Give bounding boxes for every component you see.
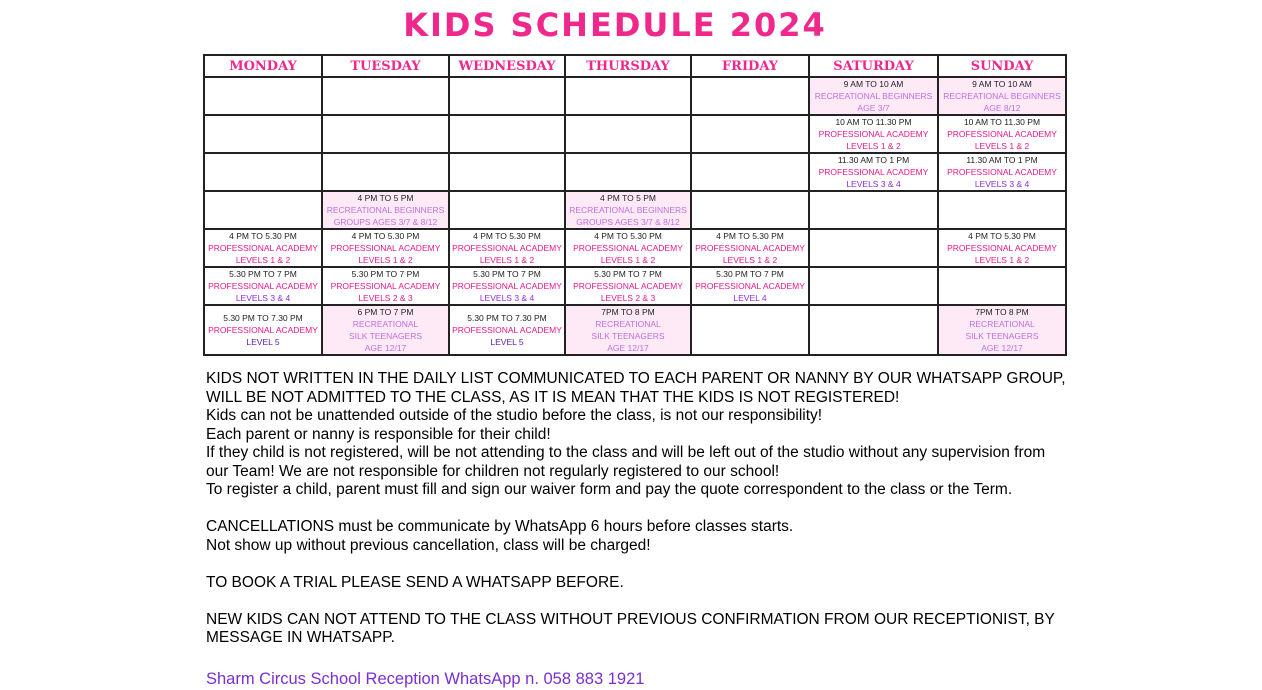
schedule-cell <box>565 191 691 229</box>
class-level: LEVEL 4 <box>733 293 767 303</box>
schedule-cell <box>565 77 691 115</box>
class-level: LEVELS 1 & 2 <box>722 255 778 265</box>
day-header: SATURDAY <box>809 55 938 77</box>
class-time: 5.30 PM TO 7 PM <box>594 269 662 279</box>
class-level: LEVELS 3 & 4 <box>974 179 1030 189</box>
schedule-cell <box>565 153 691 191</box>
class-name: PROFESSIONAL ACADEMY <box>695 281 805 291</box>
schedule-cell <box>691 153 809 191</box>
schedule-cell <box>809 77 938 115</box>
schedule-body <box>204 77 1066 355</box>
class-name: RECREATIONAL BEGINNERS <box>569 205 687 215</box>
class-level: SILK TEENAGERS <box>965 331 1039 341</box>
class-name: PROFESSIONAL ACADEMY <box>818 167 929 177</box>
class-time: 4 PM TO 5.30 PM <box>716 231 784 241</box>
schedule-cell <box>565 305 691 355</box>
class-time: 4 PM TO 5 PM <box>600 193 656 203</box>
schedule-row <box>204 191 1066 229</box>
schedule-cell <box>938 229 1066 267</box>
class-level: LEVELS 1 & 2 <box>479 255 535 265</box>
class-name: PROFESSIONAL ACADEMY <box>573 243 683 253</box>
day-header: MONDAY <box>204 55 322 77</box>
schedule-cell <box>204 305 322 355</box>
class-level: GROUPS AGES 3/7 & 8/12 <box>333 217 438 227</box>
schedule-cell <box>691 305 809 355</box>
schedule-cell <box>809 153 938 191</box>
class-time: 5.30 PM TO 7 PM <box>229 269 297 279</box>
schedule-cell <box>691 77 809 115</box>
class-name: RECREATIONAL <box>969 319 1035 329</box>
class-level: LEVELS 1 & 2 <box>358 255 413 265</box>
schedule-cell <box>809 229 938 267</box>
schedule-cell <box>204 191 322 229</box>
class-level: LEVELS 2 & 3 <box>358 293 413 303</box>
class-time: 4 PM TO 5 PM <box>357 193 414 203</box>
schedule-cell <box>565 115 691 153</box>
day-header: WEDNESDAY <box>449 55 565 77</box>
class-name: RECREATIONAL BEGINNERS <box>943 91 1061 101</box>
notice-text: TO BOOK A TRIAL PLEASE SEND A WHATSAPP BEFORE. <box>206 573 624 591</box>
schedule-cell <box>691 267 809 305</box>
notes-spacer <box>206 500 1066 519</box>
class-time: 9 AM TO 10 AM <box>972 79 1032 89</box>
class-time: 5.30 PM TO 7 PM <box>473 269 541 279</box>
class-name: PROFESSIONAL ACADEMY <box>330 281 441 291</box>
class-level: LEVELS 3 & 4 <box>846 179 901 189</box>
class-level: SILK TEENAGERS <box>591 331 665 341</box>
schedule-cell <box>204 115 322 153</box>
class-name: PROFESSIONAL ACADEMY <box>208 243 318 253</box>
class-name: PROFESSIONAL ACADEMY <box>452 281 562 291</box>
class-level: AGE 8/12 <box>983 103 1021 113</box>
class-name: PROFESSIONAL ACADEMY <box>573 281 683 291</box>
class-time: 4 PM TO 5.30 PM <box>229 231 297 241</box>
class-name: RECREATIONAL BEGINNERS <box>326 205 445 215</box>
schedule-cell <box>565 267 691 305</box>
class-level: AGE 3/7 <box>857 103 890 113</box>
class-level: GROUPS AGES 3/7 & 8/12 <box>576 217 680 227</box>
notice-text: KIDS NOT WRITTEN IN THE DAILY LIST COMMUNICATED TO EACH PARENT OR NANNY BY OUR WHATSAPP GROUP, WILL BE NOT ADMITTED TO THE CLASS, AS IT IS MEAN THAT THE KIDS IS NOT REGISTERED! <box>206 370 1066 406</box>
schedule-cell <box>938 267 1066 305</box>
class-name: PROFESSIONAL ACADEMY <box>947 167 1057 177</box>
schedule-cell <box>322 191 449 229</box>
class-time: 10 AM TO 11.30 PM <box>963 117 1041 127</box>
schedule-cell <box>204 229 322 267</box>
schedule-cell <box>449 267 565 305</box>
class-name: PROFESSIONAL ACADEMY <box>695 243 805 253</box>
class-time: 7PM TO 8 PM <box>601 307 655 317</box>
schedule-cell <box>322 267 449 305</box>
schedule-cell <box>938 115 1066 153</box>
class-time: 5.30 PM TO 7.30 PM <box>223 313 303 323</box>
notice-text: Not show up without previous cancellation, class will be charged! <box>206 536 651 554</box>
class-name: RECREATIONAL <box>352 319 419 329</box>
schedule-cell <box>204 267 322 305</box>
class-level: LEVEL 5 <box>246 337 280 347</box>
schedule-cell <box>449 77 565 115</box>
class-time: 10 AM TO 11.30 PM <box>835 117 912 127</box>
class-name: PROFESSIONAL ACADEMY <box>947 243 1057 253</box>
notes-spacer <box>206 592 1066 611</box>
schedule-cell <box>938 191 1066 229</box>
class-level: LEVELS 1 & 2 <box>600 255 656 265</box>
day-header: THURSDAY <box>565 55 691 77</box>
schedule-cell <box>449 191 565 229</box>
schedule-cell <box>809 115 938 153</box>
schedule-cell <box>204 153 322 191</box>
class-time: 5.30 PM TO 7.30 PM <box>467 313 547 323</box>
schedule-cell <box>322 115 449 153</box>
schedule-row <box>204 77 1066 115</box>
schedule-cell <box>938 305 1066 355</box>
class-level: LEVEL 5 <box>490 337 524 347</box>
schedule-cell <box>322 229 449 267</box>
schedule-cell <box>322 153 449 191</box>
notice-text: To register a child, parent must fill and sign our waiver form and pay the quote correspondent to the class or the Term. <box>206 481 1013 498</box>
class-time: 7PM TO 8 PM <box>975 307 1029 317</box>
schedule-cell <box>809 305 938 355</box>
schedule-cell <box>691 191 809 229</box>
schedule-cell <box>322 77 449 115</box>
class-name: RECREATIONAL <box>595 319 661 329</box>
class-time: 4 PM TO 5.30 PM <box>594 231 662 241</box>
schedule-cell <box>449 115 565 153</box>
schedule-cell <box>449 153 565 191</box>
class-time: 11.30 AM TO 1 PM <box>837 155 910 165</box>
notice-text: If they child is not registered, will be not attending to the class and will be left out of the studio without any supervision from our Team! We are not responsible for children not regularly registered to our school! <box>206 444 1046 480</box>
schedule-row <box>204 267 1066 305</box>
schedule-row <box>204 115 1066 153</box>
class-level: LEVELS 2 & 3 <box>600 293 656 303</box>
class-level: LEVELS 3 & 4 <box>235 293 291 303</box>
class-level: LEVELS 1 & 2 <box>974 141 1030 151</box>
schedule-row <box>204 229 1066 267</box>
notice-text: CANCELLATIONS must be communicate by WhatsApp 6 hours before classes starts. <box>206 518 794 535</box>
class-time: 5.30 PM TO 7 PM <box>351 269 420 279</box>
schedule-row <box>204 153 1066 191</box>
day-header-row <box>204 55 1066 77</box>
class-time: 6 PM TO 7 PM <box>357 307 414 317</box>
schedule-cell <box>204 77 322 115</box>
day-header: TUESDAY <box>322 55 449 77</box>
class-name: PROFESSIONAL ACADEMY <box>330 243 441 253</box>
schedule-cell <box>449 229 565 267</box>
class-age: AGE 12/17 <box>364 343 407 353</box>
class-name: PROFESSIONAL ACADEMY <box>452 325 562 335</box>
schedule-cell <box>938 77 1066 115</box>
class-name: RECREATIONAL BEGINNERS <box>814 91 933 101</box>
notice-text: Each parent or nanny is responsible for their child! <box>206 425 551 443</box>
class-name: PROFESSIONAL ACADEMY <box>947 129 1057 139</box>
reception-contact: Sharm Circus School Reception WhatsApp n. 058 883 1921 <box>206 670 645 688</box>
class-time: 4 PM TO 5.30 PM <box>473 231 541 241</box>
page-title: KIDS SCHEDULE 2024 <box>403 6 827 44</box>
class-level: LEVELS 1 & 2 <box>846 141 901 151</box>
class-name: PROFESSIONAL ACADEMY <box>452 243 562 253</box>
class-time: 5.30 PM TO 7 PM <box>716 269 784 279</box>
class-level: LEVELS 1 & 2 <box>974 255 1030 265</box>
schedule-cell <box>449 305 565 355</box>
class-time: 11.30 AM TO 1 PM <box>966 155 1038 165</box>
class-time: 4 PM TO 5.30 PM <box>351 231 420 241</box>
schedule-cell <box>809 267 938 305</box>
class-name: PROFESSIONAL ACADEMY <box>208 325 318 335</box>
notes-spacer <box>206 555 1066 574</box>
class-time: 9 AM TO 10 AM <box>843 79 904 89</box>
class-age: AGE 12/17 <box>981 343 1023 353</box>
class-level: LEVELS 1 & 2 <box>235 255 291 265</box>
schedule-cell <box>322 305 449 355</box>
class-level: SILK TEENAGERS <box>348 331 423 341</box>
day-header: FRIDAY <box>691 55 809 77</box>
schedule-cell <box>565 229 691 267</box>
class-name: PROFESSIONAL ACADEMY <box>818 129 929 139</box>
notes-section <box>206 370 1066 648</box>
schedule-table <box>203 54 1067 356</box>
schedule-row <box>204 305 1066 355</box>
day-header: SUNDAY <box>938 55 1066 77</box>
schedule-cell <box>691 115 809 153</box>
class-age: AGE 12/17 <box>607 343 649 353</box>
class-level: LEVELS 3 & 4 <box>479 293 535 303</box>
notice-text: Kids can not be unattended outside of the studio before the class, is not our responsibility! <box>206 407 823 424</box>
notice-text: NEW KIDS CAN NOT ATTEND TO THE CLASS WITHOUT PREVIOUS CONFIRMATION FROM OUR RECEPTIONIST, BY MESSAGE IN WHATSAPP. <box>206 610 1055 646</box>
schedule-cell <box>691 229 809 267</box>
class-time: 4 PM TO 5.30 PM <box>968 231 1036 241</box>
schedule-cell <box>809 191 938 229</box>
class-name: PROFESSIONAL ACADEMY <box>208 281 318 291</box>
schedule-cell <box>938 153 1066 191</box>
